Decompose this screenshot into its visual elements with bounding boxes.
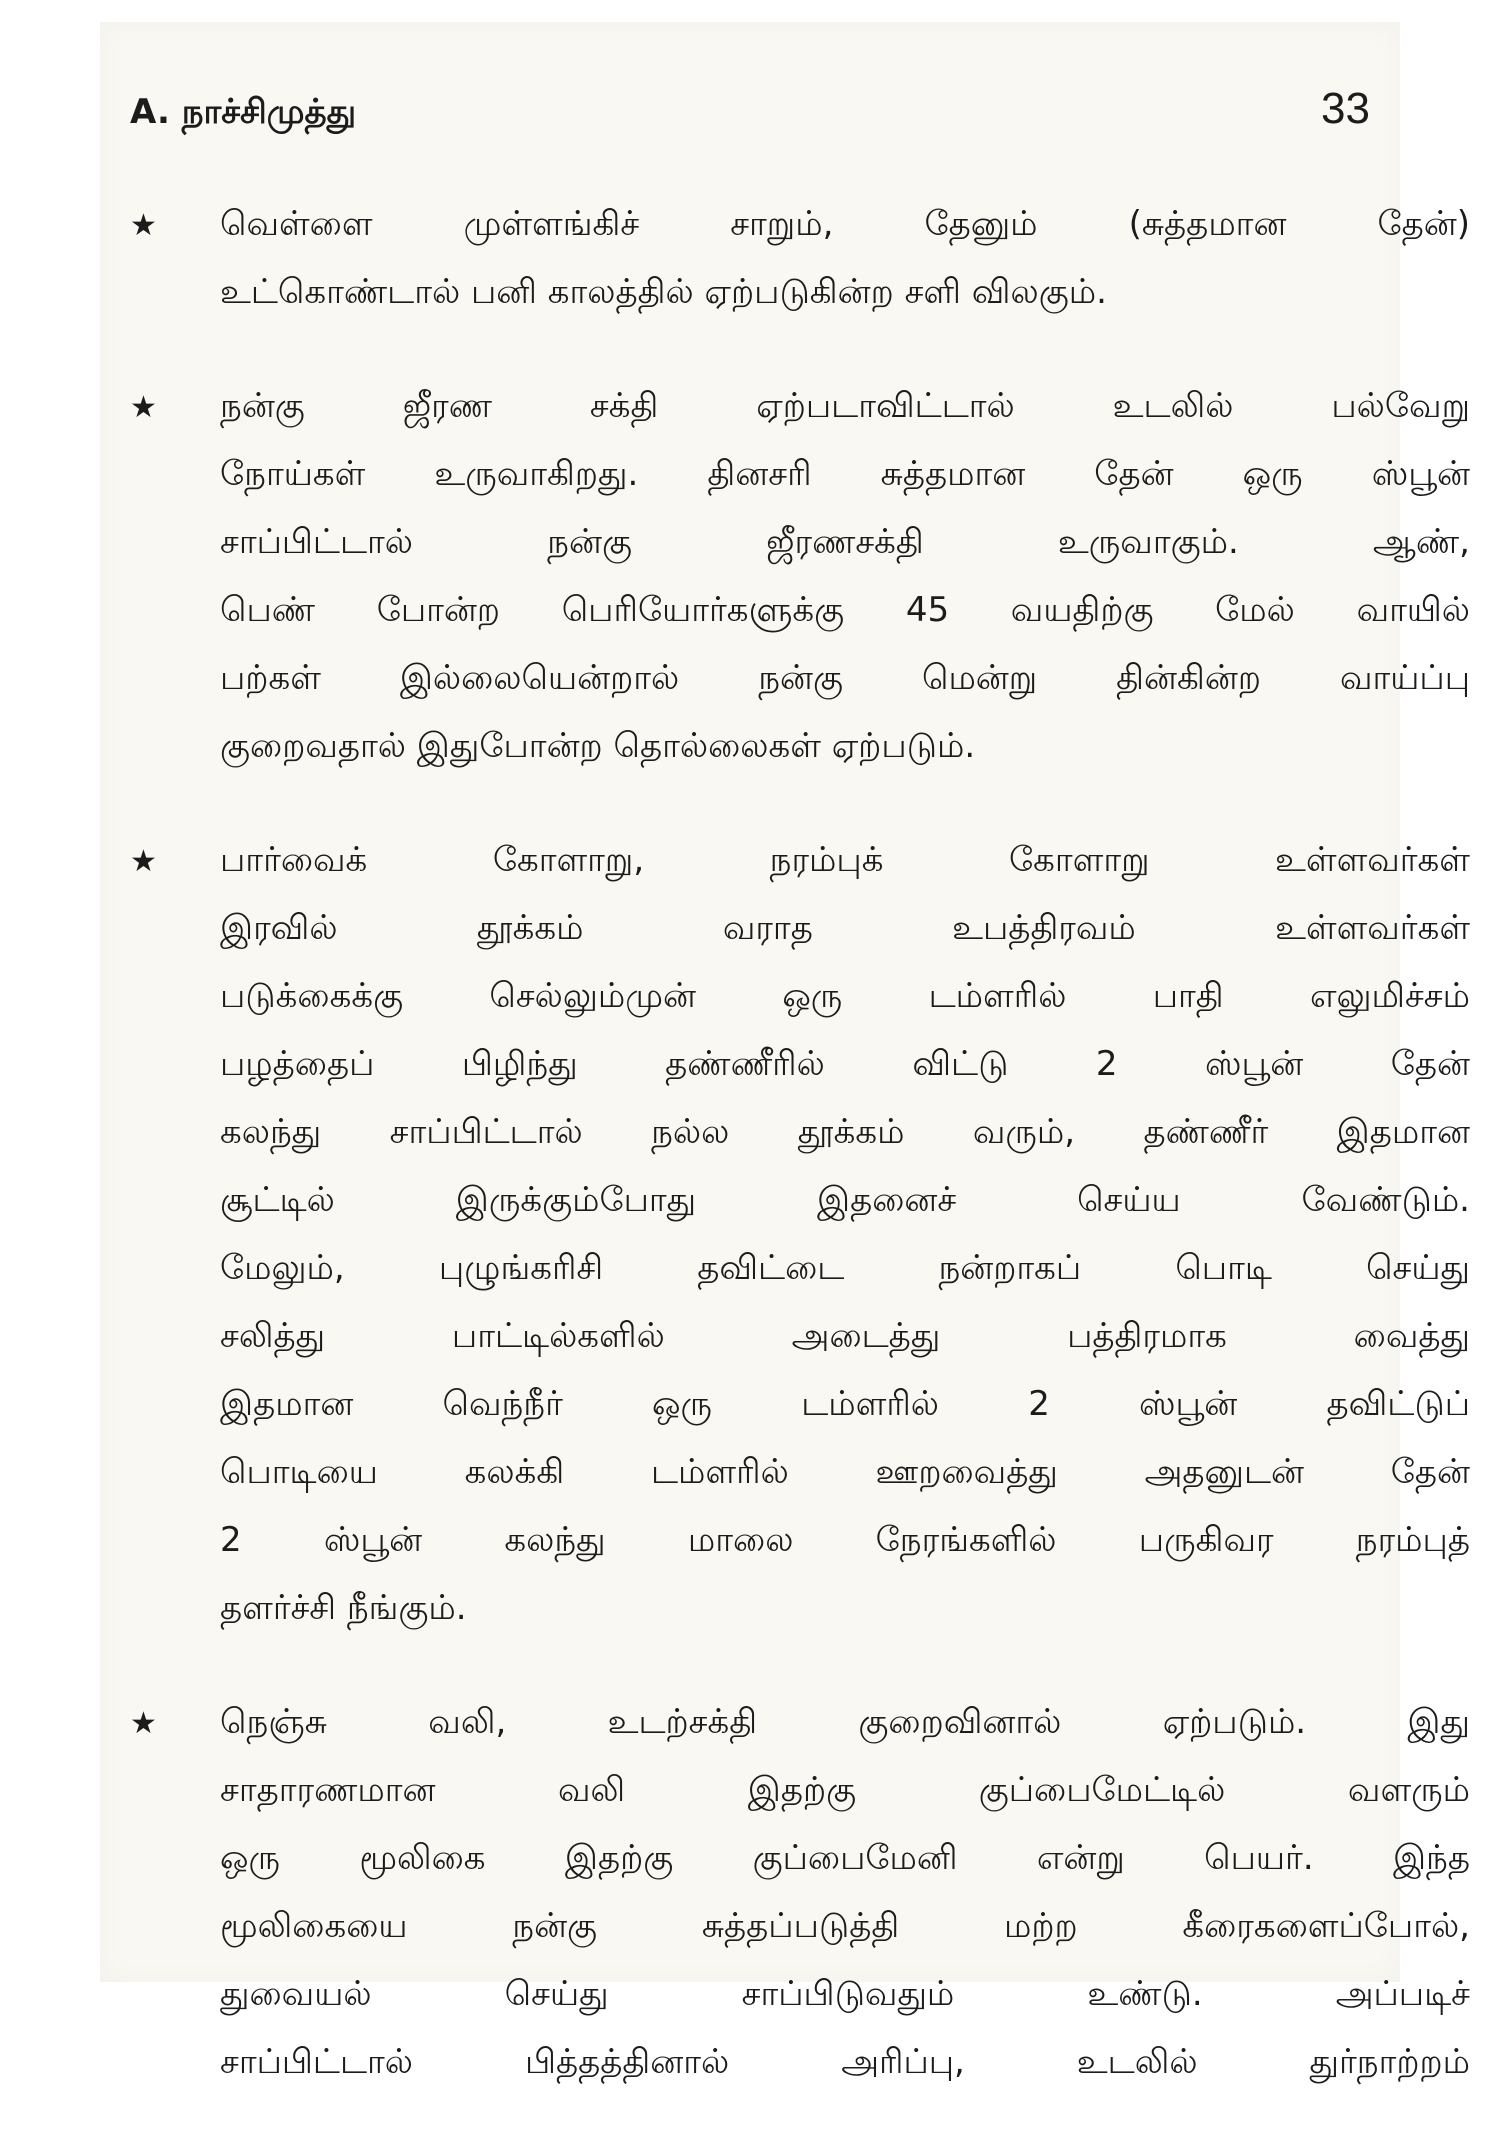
list-item	[130, 190, 1470, 326]
star-bullet-icon: ★	[130, 208, 157, 243]
text-line: சலித்து பாட்டில்களில் அடைத்து பத்திரமாக வைத்து	[220, 1316, 1470, 1356]
list-item	[130, 372, 1470, 780]
running-head: A. நாச்சிமுத்து	[130, 92, 357, 132]
text-line: 2 ஸ்பூன் கலந்து மாலை நேரங்களில் பருகிவர நரம்புத்	[220, 1520, 1470, 1560]
text-line: நோய்கள் உருவாகிறது. தினசரி சுத்தமான தேன் ஒரு ஸ்பூன்	[220, 454, 1470, 494]
text-line: கலந்து சாப்பிட்டால் நல்ல தூக்கம் வரும், தண்ணீர் இதமான	[220, 1112, 1470, 1152]
text-line: சாதாரணமான வலி இதற்கு குப்பைமேட்டில் வளரும்	[220, 1770, 1470, 1810]
text-line: பொடியை கலக்கி டம்ளரில் ஊறவைத்து அதனுடன் தேன்	[220, 1452, 1470, 1492]
text-line: பார்வைக் கோளாறு, நரம்புக் கோளாறு உள்ளவர்கள்	[220, 840, 1470, 880]
text-line: பழத்தைப் பிழிந்து தண்ணீரில் விட்டு 2 ஸ்பூன் தேன்	[220, 1044, 1470, 1084]
text-line: சாப்பிட்டால் பித்தத்தினால் அரிப்பு, உடலில் துர்நாற்றம்	[220, 2042, 1470, 2082]
text-line: நன்கு ஜீரண சக்தி ஏற்படாவிட்டால் உடலில் பல்வேறு	[220, 386, 1470, 426]
list-item	[130, 826, 1470, 1642]
text-line: உட்கொண்டால் பனி காலத்தில் ஏற்படுகின்ற சளி விலகும்.	[220, 272, 1107, 312]
text-line: இதமான வெந்நீர் ஒரு டம்ளரில் 2 ஸ்பூன் தவிட்டுப்	[220, 1384, 1470, 1424]
star-bullet-icon: ★	[130, 844, 157, 879]
text-line: நெஞ்சு வலி, உடற்சக்தி குறைவினால் ஏற்படும். இது	[220, 1702, 1470, 1742]
text-line: துவையல் செய்து சாப்பிடுவதும் உண்டு. அப்படிச்	[220, 1974, 1470, 2014]
text-line: ஒரு மூலிகை இதற்கு குப்பைமேனி என்று பெயர். இந்த	[220, 1838, 1470, 1878]
text-line: படுக்கைக்கு செல்லும்முன் ஒரு டம்ளரில் பாதி எலுமிச்சம்	[220, 976, 1470, 1016]
star-bullet-icon: ★	[130, 390, 157, 425]
text-line: மேலும், புழுங்கரிசி தவிட்டை நன்றாகப் பொடி செய்து	[220, 1248, 1470, 1288]
text-line: மூலிகையை நன்கு சுத்தப்படுத்தி மற்ற கீரைகளைப்போல்,	[220, 1906, 1470, 1946]
text-line: இரவில் தூக்கம் வராத உபத்திரவம் உள்ளவர்கள்	[220, 908, 1470, 948]
entry-list	[130, 190, 1470, 2142]
book-page	[100, 22, 1470, 2082]
page-number: 33	[1321, 84, 1370, 133]
text-line: சாப்பிட்டால் நன்கு ஜீரணசக்தி உருவாகும். ஆண்,	[220, 522, 1470, 562]
star-bullet-icon: ★	[130, 1706, 157, 1741]
list-item	[130, 1688, 1470, 2096]
text-line: பற்கள் இல்லையென்றால் நன்கு மென்று தின்கின்ற வாய்ப்பு	[220, 658, 1470, 698]
text-line: தளர்ச்சி நீங்கும்.	[220, 1588, 467, 1628]
text-line: வெள்ளை முள்ளங்கிச் சாறும், தேனும் (சுத்தமான தேன்)	[220, 204, 1470, 244]
text-line: குறைவதால் இதுபோன்ற தொல்லைகள் ஏற்படும்.	[220, 726, 976, 766]
text-line: பெண் போன்ற பெரியோர்களுக்கு 45 வயதிற்கு மேல் வாயில்	[220, 590, 1470, 630]
text-line: சூட்டில் இருக்கும்போது இதனைச் செய்ய வேண்டும்.	[220, 1180, 1470, 1220]
